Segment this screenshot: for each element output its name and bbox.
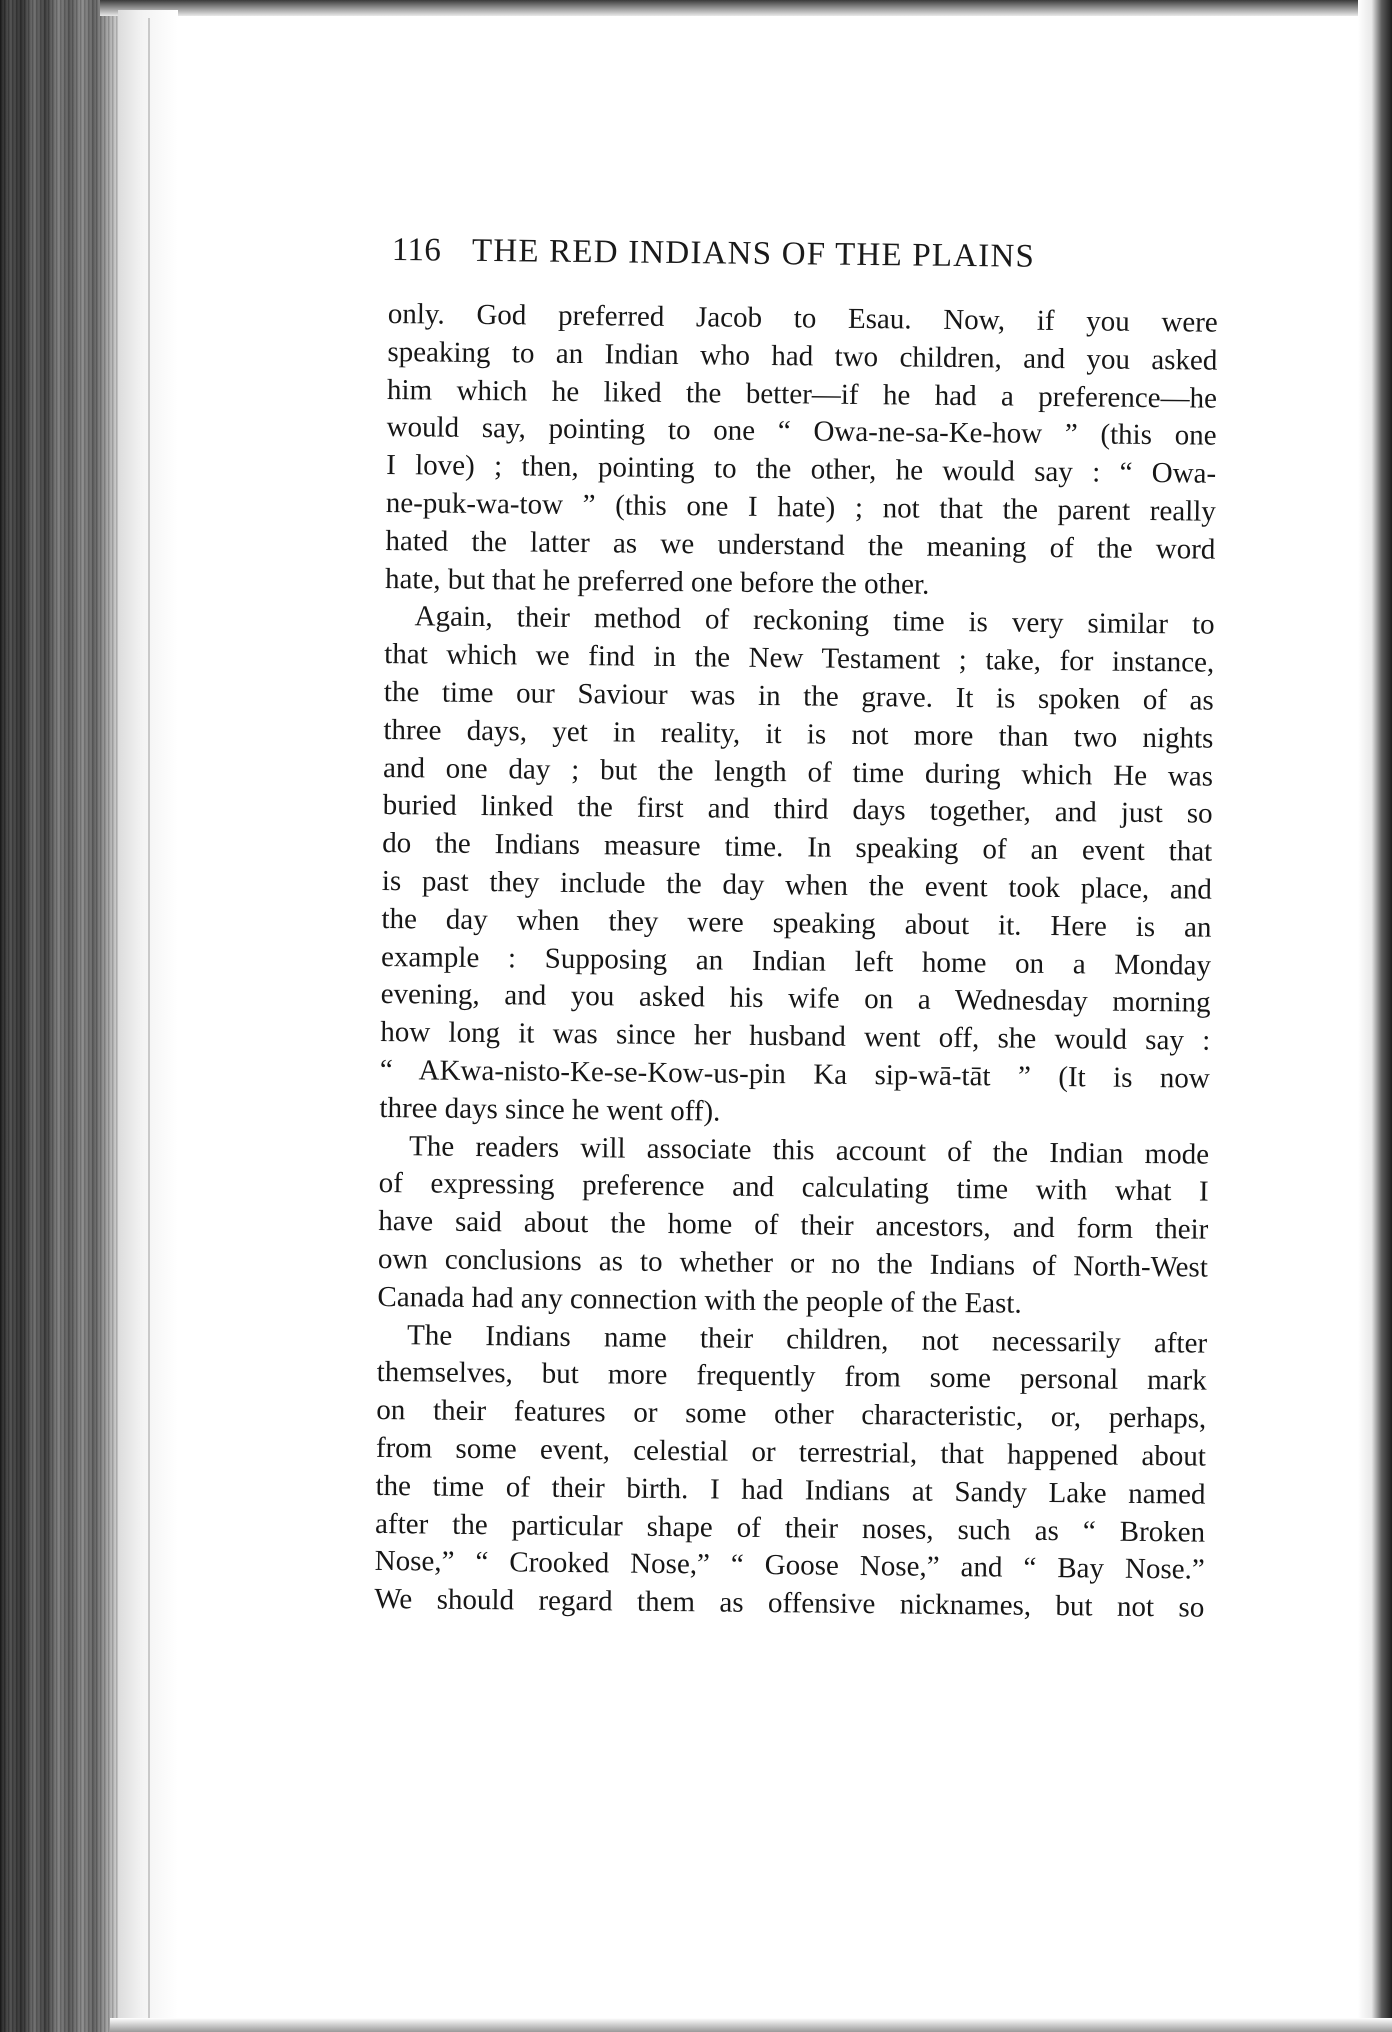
paragraph-1 xyxy=(385,296,1218,607)
text-line: The Indians name their children, not necessarily after xyxy=(406,1318,1208,1360)
bottom-shadow xyxy=(110,2018,1392,2032)
page-number: 116 xyxy=(391,232,442,269)
text-line: is past they include the day when the event took place, and xyxy=(381,864,1212,906)
text-line: the time of their birth. I had Indians at Sandy Lake named xyxy=(375,1469,1206,1511)
text-line: Again, their method of reckoning time is very similar to xyxy=(414,600,1215,642)
text-line: would say, pointing to one “ Owa-ne-sa-Ke-how ” (this one xyxy=(386,411,1217,453)
text-line: from some event, celestial or terrestrial, that happened about xyxy=(375,1431,1207,1473)
text-line: evening, and you asked his wife on a Wednesday morning xyxy=(380,978,1211,1019)
text-line: on their features or some other characteristic, or, perhaps, xyxy=(376,1394,1207,1435)
text-line: three days since he went off). xyxy=(379,1091,721,1128)
text-line: example : Supposing an Indian left home on a Monday xyxy=(380,940,1212,982)
text-line: do the Indians measure time. In speaking of an event that xyxy=(382,827,1213,868)
text-line: The readers will associate this account of the Indian mode xyxy=(408,1129,1210,1171)
text-line: hate, but that he preferred one before the other. xyxy=(384,562,930,601)
text-line: hated the latter as we understand the meaning of the word xyxy=(385,524,1216,566)
text-line: him which he liked the better—if he had a preference—he xyxy=(386,373,1218,415)
text-line: only. God preferred Jacob to Esau. Now, if you were xyxy=(387,297,1218,339)
text-line: themselves, but more frequently from some personal mark xyxy=(376,1356,1207,1397)
text-line: ne-puk-wa-tow ” (this one I hate) ; not that the parent really xyxy=(385,486,1216,528)
text-line: Canada had any connection with the people of the East. xyxy=(377,1280,1022,1320)
running-header xyxy=(392,232,1122,284)
paragraph-2 xyxy=(379,598,1214,1136)
paragraph-4 xyxy=(374,1316,1207,1627)
text-line: of expressing preference and calculating time with what I xyxy=(378,1167,1209,1208)
text-line: We should regard them as offensive nicknames, but not so xyxy=(374,1583,1205,1624)
book-fore-edge xyxy=(0,0,120,2032)
text-line: three days, yet in reality, it is not more than two nights xyxy=(383,713,1214,755)
text-line: “ AKwa-nisto-Ke-se-Kow-us-pin Ka sip-wā-tāt ” (It is now xyxy=(379,1053,1211,1095)
text-line: after the particular shape of their noses, such as “ Broken xyxy=(374,1507,1206,1549)
text-line: I love) ; then, pointing to the other, he would say : “ Owa- xyxy=(386,449,1217,490)
text-line: the time our Saviour was in the grave. It is spoken of as xyxy=(383,675,1214,717)
right-page-edge xyxy=(1358,0,1392,2032)
page-edge-line xyxy=(148,18,150,2018)
text-line: buried linked the first and third days together, and just so xyxy=(382,789,1213,831)
text-line: speaking to an Indian who had two children, and you asked xyxy=(387,335,1218,377)
text-line: own conclusions as to whether or no the Indians of North-West xyxy=(377,1242,1209,1284)
paragraph-3 xyxy=(377,1127,1209,1325)
body-text xyxy=(374,296,1218,1628)
text-line: and one day ; but the length of time during which He was xyxy=(382,751,1214,793)
text-line: have said about the home of their ancestors, and form their xyxy=(378,1205,1209,1246)
running-title: THE RED INDIANS OF THE PLAINS xyxy=(471,232,1036,275)
text-line: Nose,” “ Crooked Nose,” “ Goose Nose,” and “ Bay Nose.” xyxy=(374,1545,1205,1586)
text-line: the day when they were speaking about it. Here is an xyxy=(381,902,1212,944)
text-line: how long it was since her husband went off, she would say : xyxy=(380,1016,1211,1057)
text-line: that which we find in the New Testament ; take, for instance, xyxy=(384,638,1215,679)
top-shadow xyxy=(100,0,1392,16)
